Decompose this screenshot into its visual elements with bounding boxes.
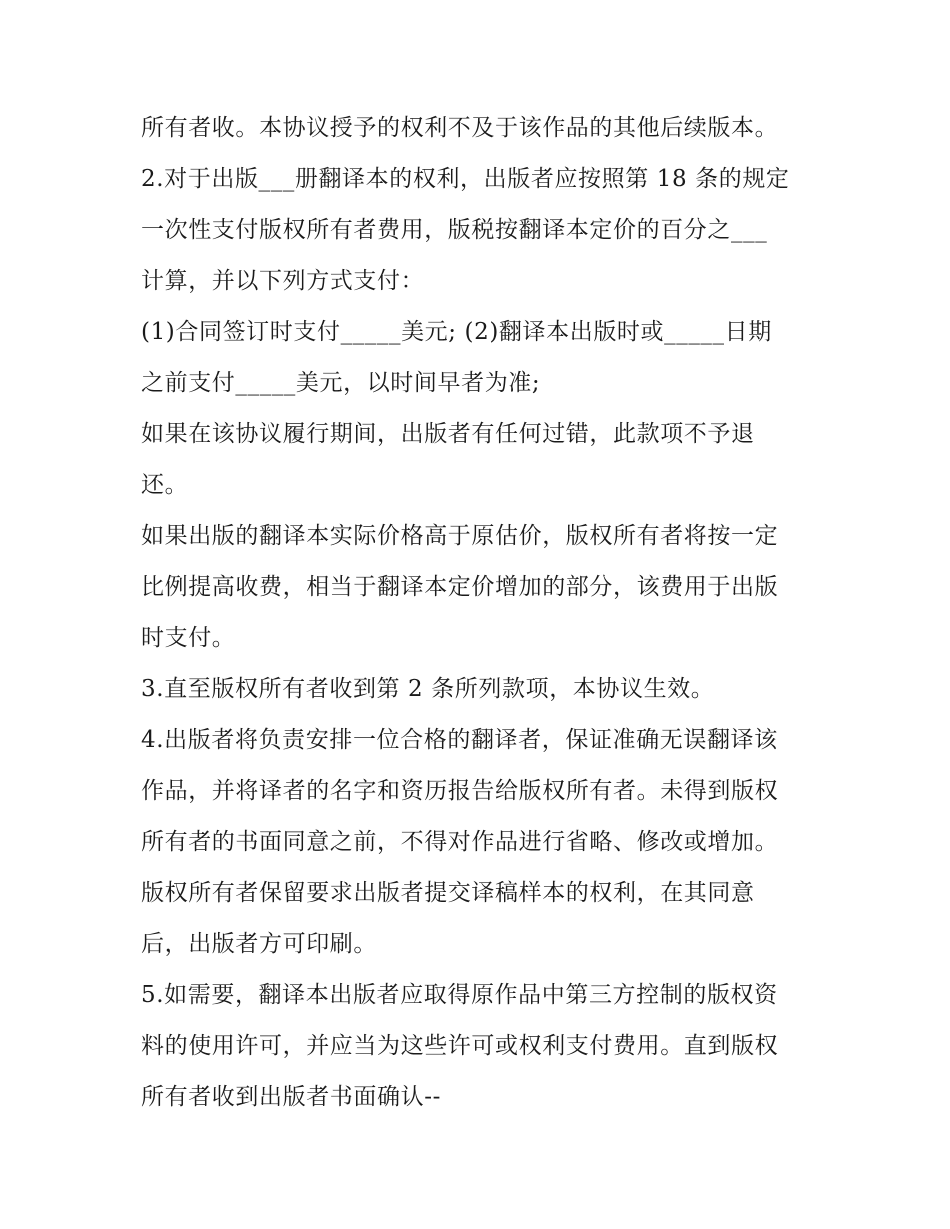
text-line: 所有者收到出版者书面确认-- — [141, 1084, 441, 1110]
text-line: 如果在该协议履行期间，出版者有任何过错，此款项不予退 — [141, 421, 755, 447]
text-line: 所有者的书面同意之前，不得对作品进行省略、修改或增加。 — [141, 829, 779, 855]
text-line: 所有者收。本协议授予的权利不及于该作品的其他后续版本。 — [141, 115, 779, 141]
text-line: 料的使用许可，并应当为这些许可或权利支付费用。直到版权 — [141, 1033, 779, 1059]
text-line: 之前支付_____美元，以时间早者为准; — [141, 370, 541, 396]
text-line: 如果出版的翻译本实际价格高于原估价，版权所有者将按一定 — [141, 523, 779, 549]
text-line: 版权所有者保留要求出版者提交译稿样本的权利，在其同意 — [141, 880, 755, 906]
text-line: 时支付。 — [141, 625, 236, 651]
text-line: 4.出版者将负责安排一位合格的翻译者，保证准确无误翻译该 — [141, 727, 778, 753]
text-line: 后，出版者方可印刷。 — [141, 931, 377, 957]
text-line: (1)合同签订时支付_____美元; (2)翻译本出版时或_____日期 — [141, 319, 772, 345]
text-line: 3.直至版权所有者收到第 2 条所列款项，本协议生效。 — [141, 676, 715, 702]
text-line: 2.对于出版___册翻译本的权利，出版者应按照第 18 条的规定 — [141, 166, 790, 192]
document-body — [141, 103, 821, 1123]
text-line: 计算，并以下列方式支付： — [141, 268, 425, 294]
text-line: 5.如需要，翻译本出版者应取得原作品中第三方控制的版权资 — [141, 982, 778, 1008]
text-line: 作品，并将译者的名字和资历报告给版权所有者。未得到版权 — [141, 778, 779, 804]
text-line: 一次性支付版权所有者费用，版税按翻译本定价的百分之___ — [141, 217, 768, 243]
text-line: 比例提高收费，相当于翻译本定价增加的部分，该费用于出版 — [141, 574, 779, 600]
text-line: 还。 — [141, 472, 189, 498]
